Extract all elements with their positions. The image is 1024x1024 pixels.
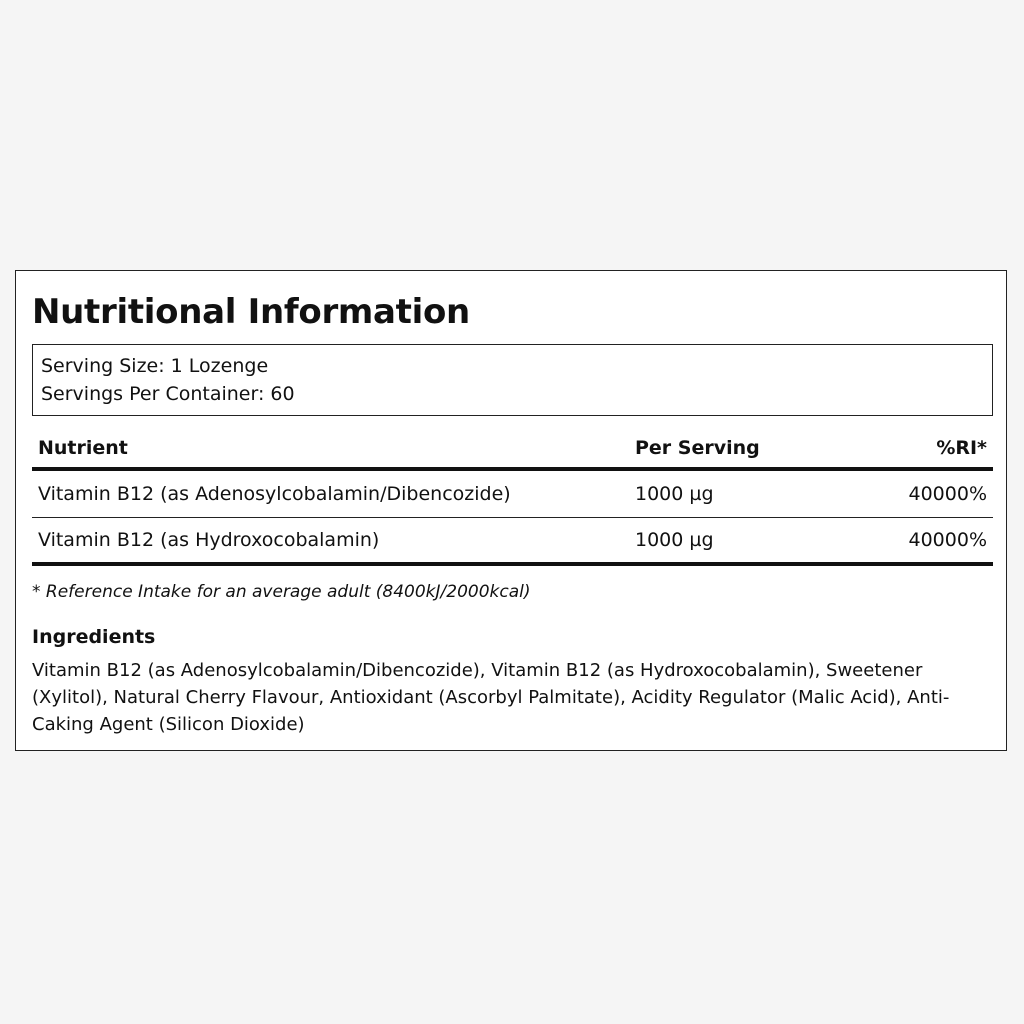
nutrition-panel [15, 270, 1007, 751]
table-header-row [32, 429, 993, 469]
nutrient-name: Vitamin B12 (as Adenosylcobalamin/Dibencozide) [32, 469, 629, 518]
page-title: Nutritional Information [32, 292, 470, 332]
nutrient-name: Vitamin B12 (as Hydroxocobalamin) [32, 518, 629, 565]
nutrient-table [32, 429, 993, 566]
nutrient-amount: 1000 µg [629, 518, 861, 565]
ingredients-list: Vitamin B12 (as Adenosylcobalamin/Dibencozide), Vitamin B12 (as Hydroxocobalamin), Sweetener (Xylitol), Natural Cherry Flavour, Antioxidant (Ascorbyl Palmitate), Acidity Regulator (Malic Acid), Anti-Caking Agent (Silicon Dioxide) [32, 660, 950, 735]
ingredients-heading: Ingredients [32, 626, 156, 648]
table-row [32, 518, 993, 565]
serving-info-box [32, 344, 993, 416]
table-row [32, 469, 993, 518]
nutrient-amount: 1000 µg [629, 469, 861, 518]
serving-size: Serving Size: 1 Lozenge [41, 355, 269, 377]
servings-per-container: Servings Per Container: 60 [41, 383, 295, 405]
header-ri: %RI* [861, 429, 993, 469]
header-per-serving: Per Serving [629, 429, 861, 469]
nutrient-ri: 40000% [861, 469, 993, 518]
reference-intake-footnote: * Reference Intake for an average adult (8400kJ/2000kcal) [32, 582, 531, 602]
nutrient-ri: 40000% [861, 518, 993, 565]
header-nutrient: Nutrient [32, 429, 629, 469]
